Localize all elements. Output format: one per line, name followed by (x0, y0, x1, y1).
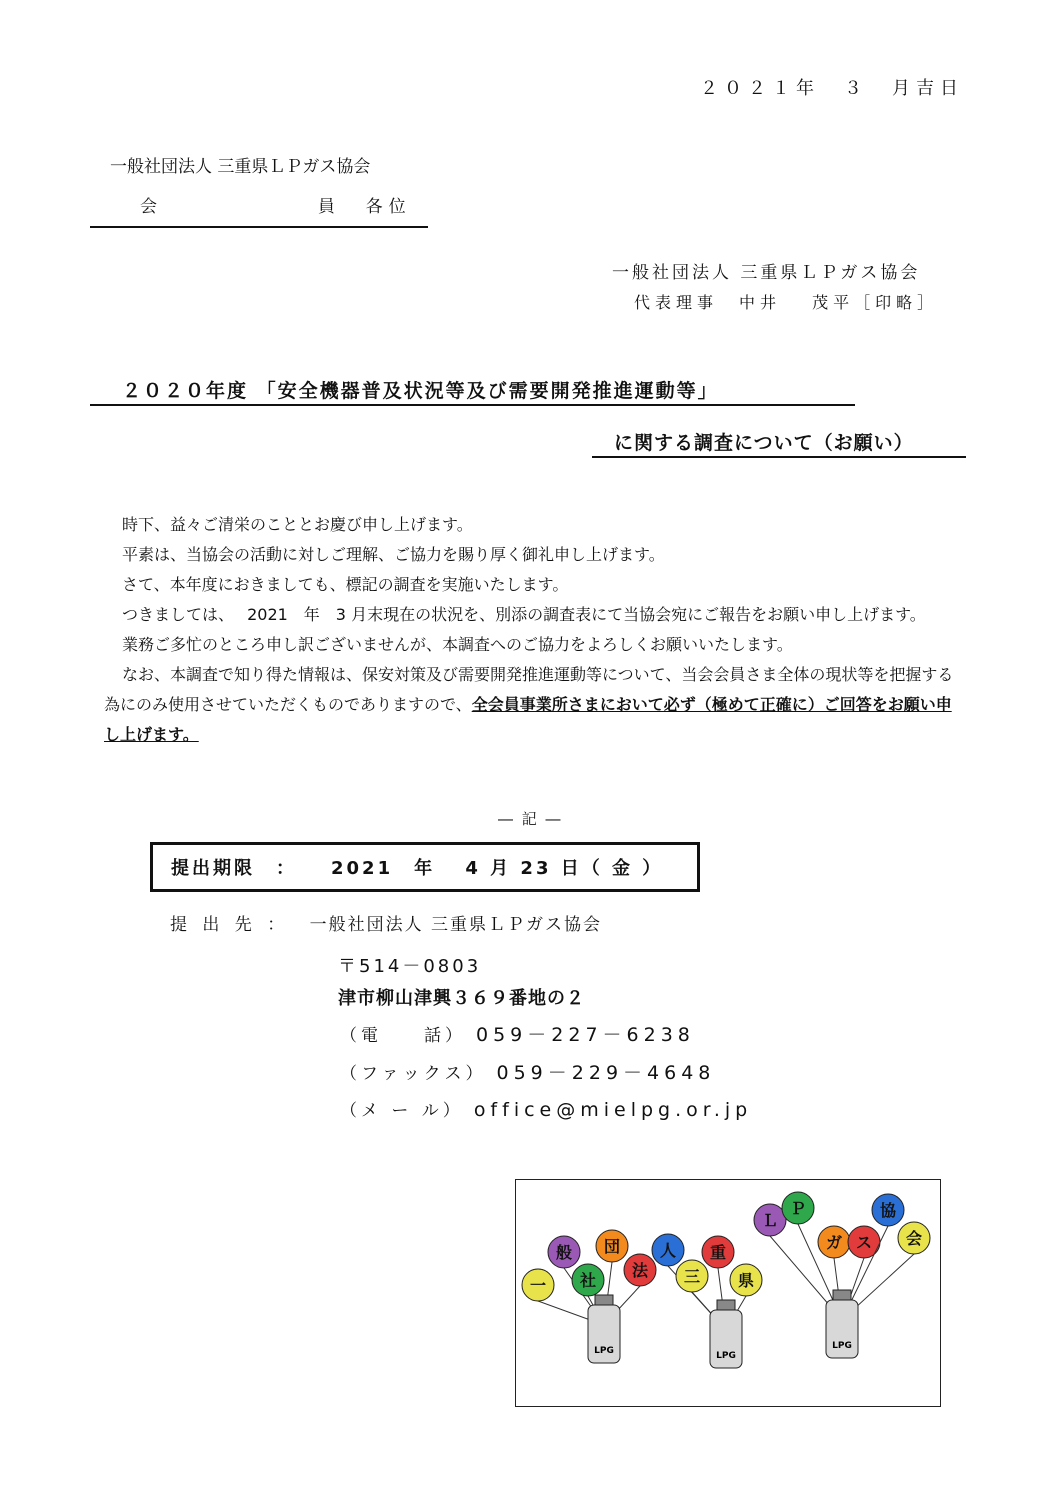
sender-org: 一般社団法人 三重県ＬＰガス協会 (612, 263, 921, 283)
body-paragraph-4: つきましては、 2021 年 3 月末現在の状況を、別添の調査表にて当協会宛にご報告をお願い申し上げます。 (122, 605, 926, 624)
balloon-char: ガ (825, 1233, 843, 1252)
balloon-char: Ｐ (789, 1199, 807, 1218)
fax-value: 059－229－4648 (496, 1062, 716, 1084)
body-emphasis: 全会員事業所さまにおいて必ず（極めて正確に）ご回答をお願い申し上げます。 (104, 695, 952, 744)
balloon-char: 重 (709, 1243, 727, 1262)
recipient-member-2: 員 (317, 197, 335, 217)
mascot-balloons-icon (516, 1180, 940, 1406)
balloon-char: 三 (683, 1267, 701, 1286)
recipient-member-1: 会 (140, 197, 157, 217)
deadline-label: 提出期限 ： (171, 858, 297, 879)
deadline-box (150, 842, 700, 892)
balloon-char: 県 (737, 1271, 755, 1290)
body-paragraph-6-text: なお、本調査で知り得た情報は、保安対策及び需要開発推進運動等について、当会会員さま全体の現状等を把握する為にのみ使用させていただくものでありますので、 (104, 665, 954, 714)
lpg-can-label: LPG (594, 1346, 614, 1356)
ki-marker: ― 記 ― (498, 810, 563, 828)
title-underline-2 (592, 456, 966, 458)
body-paragraph-2: 平素は、当協会の活動に対しご理解、ご協力を賜り厚く御礼申し上げます。 (122, 545, 665, 564)
title-underline-1 (90, 404, 855, 406)
mail-label: （メ ー ル） (340, 1101, 464, 1121)
destination-row (170, 910, 602, 935)
balloon-char: 協 (879, 1201, 897, 1220)
lpg-can-cap (595, 1295, 613, 1305)
lpg-can-cap (717, 1300, 735, 1310)
mascot-illustration (515, 1179, 941, 1407)
fax-label: （ファックス） (340, 1064, 487, 1084)
balloon-char: 人 (659, 1241, 677, 1260)
title-line-2: に関する調査について（お願い） (614, 432, 914, 454)
balloon-char: 法 (631, 1261, 649, 1280)
tel-value: 059－227－6238 (476, 1024, 695, 1046)
balloon-char: 会 (905, 1229, 923, 1248)
deadline-value: 2021 年 4 月 23 日（ 金 ） (331, 858, 664, 879)
balloon-char: 一 (529, 1276, 547, 1295)
document-date: ２０２１年 ３ 月吉日 (700, 78, 964, 99)
body-paragraph-6 (104, 660, 964, 750)
postal-code: 〒514－0803 (338, 956, 482, 977)
balloon-char: ス (855, 1233, 873, 1252)
recipient-member-3: 各位 (365, 197, 412, 217)
body-paragraph-1: 時下、益々ご清栄のこととお慶び申し上げます。 (122, 515, 473, 534)
contact-mail (340, 1096, 752, 1121)
balloon-char: 団 (603, 1237, 621, 1256)
balloon-char: 般 (555, 1243, 573, 1262)
tel-label: （電 話） (340, 1026, 466, 1046)
recipient-members (140, 192, 412, 217)
cans-group (588, 1290, 858, 1368)
lpg-can-label: LPG (716, 1351, 736, 1361)
body-paragraph-5: 業務ご多忙のところ申し訳ございませんが、本調査へのご協力をよろしくお願いいたします。 (122, 635, 793, 654)
destination-org: 一般社団法人 三重県ＬＰガス協会 (309, 915, 603, 935)
lpg-can-cap (833, 1290, 851, 1300)
contact-tel (340, 1020, 695, 1047)
destination-label: 提 出 先 ： (170, 915, 290, 935)
balloon-char: Ｌ (761, 1211, 779, 1230)
contact-fax (340, 1058, 715, 1085)
mail-value[interactable]: office@mielpg.or.jp (473, 1099, 753, 1121)
sender-representative: 代表理事 中井 茂平［印略］ (634, 293, 939, 312)
recipient-divider (90, 226, 428, 228)
lpg-can-label: LPG (832, 1341, 852, 1351)
recipient-org: 一般社団法人 三重県ＬＰガス協会 (110, 157, 371, 177)
balloon-char: 社 (579, 1271, 597, 1290)
title-line-1: ２０２０年度 「安全機器普及状況等及び需要開発推進運動等」 (122, 380, 719, 402)
body-text (104, 510, 964, 750)
body-paragraph-3: さて、本年度におきましても、標記の調査を実施いたします。 (122, 575, 569, 594)
street-address: 津市柳山津興３６９番地の２ (338, 988, 585, 1009)
